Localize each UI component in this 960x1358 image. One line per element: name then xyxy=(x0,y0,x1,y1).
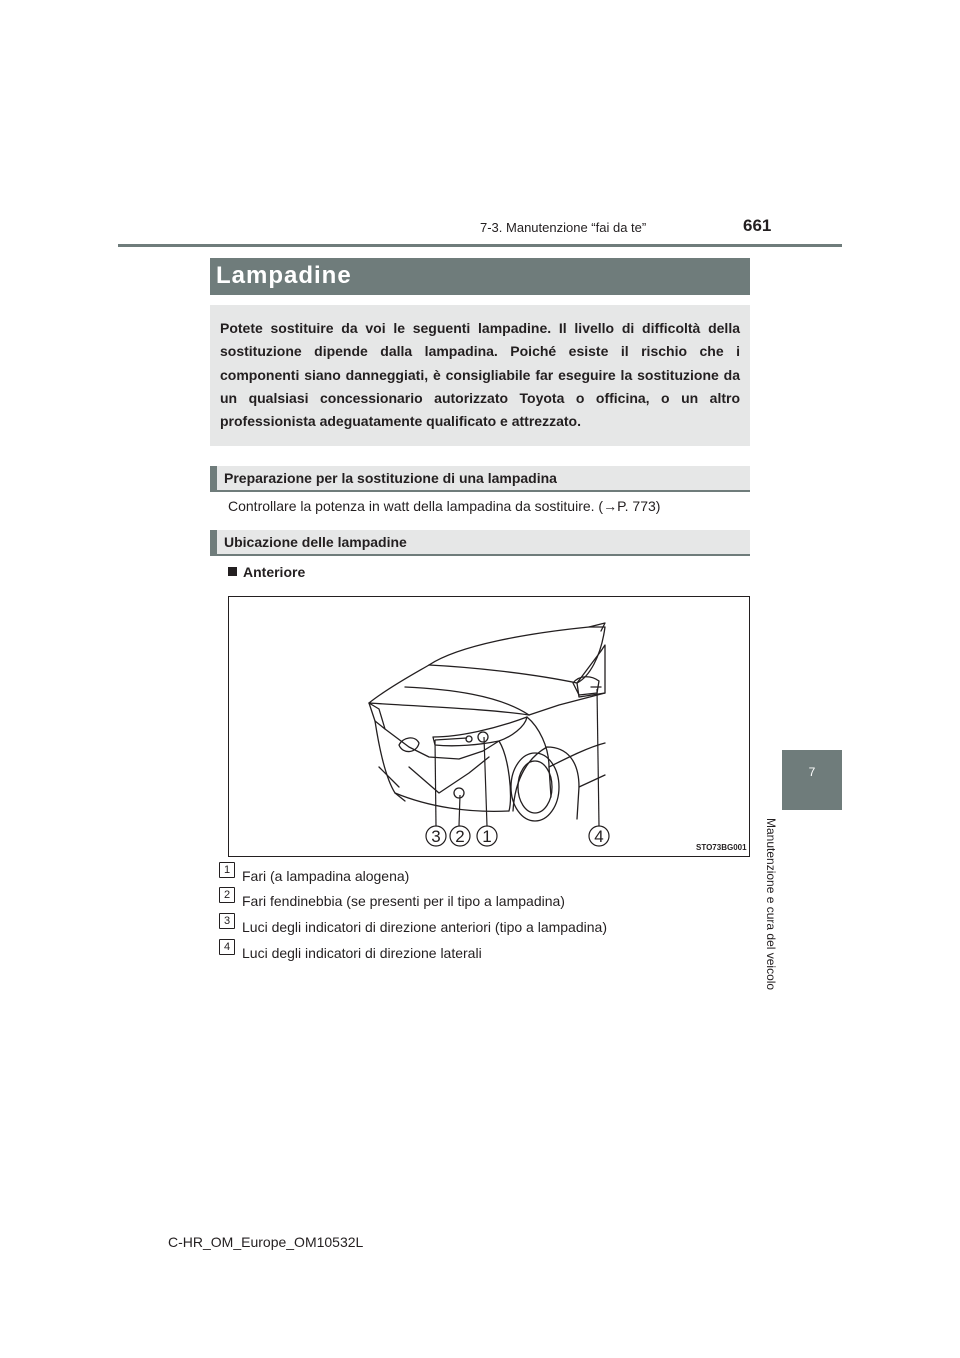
square-bullet-icon xyxy=(228,567,237,576)
page-number: 661 xyxy=(743,216,772,235)
callout-label: 3 xyxy=(431,827,441,846)
running-head: 7-3. Manutenzione “fai da te” xyxy=(480,220,647,235)
legend-number: 2 xyxy=(219,887,235,903)
callout-label: 4 xyxy=(594,827,604,846)
callout-label: 2 xyxy=(455,827,465,846)
legend-number: 4 xyxy=(219,939,235,955)
section-heading-text: Ubicazione delle lampadine xyxy=(224,534,407,550)
figure-code: STO73BG001 xyxy=(696,843,747,852)
legend-text: Luci degli indicatori di direzione laterali xyxy=(242,945,482,961)
page-title: Lampadine xyxy=(216,262,352,289)
chapter-label: Manutenzione e cura del veicolo xyxy=(764,818,778,991)
chapter-tab: 7 xyxy=(782,750,842,810)
legend-number: 3 xyxy=(219,913,235,929)
legend-number: 1 xyxy=(219,862,235,878)
section-heading-preparation xyxy=(210,466,750,492)
subheading-label: Anteriore xyxy=(243,564,306,580)
document-footer: C-HR_OM_Europe_OM10532L xyxy=(168,1234,364,1250)
car-front-illustration xyxy=(228,596,750,857)
legend-text: Fari fendinebbia (se presenti per il tipo a lampadina) xyxy=(242,893,565,909)
car-illustration-svg xyxy=(229,597,749,856)
header-rule xyxy=(118,244,842,247)
section-heading-location xyxy=(210,530,750,556)
preparation-text: Controllare la potenza in watt della lampadina da sostituire. (→P. 773) xyxy=(228,498,661,514)
section-heading-text: Preparazione per la sostituzione di una lampadina xyxy=(224,470,557,486)
subheading-front xyxy=(228,564,305,580)
intro-text: Potete sostituire da voi le seguenti lampadine. Il livello di difficoltà della sostituzione dipende dalla lampadina. Poiché esiste il rischio che i componenti siano danneggiati, è consigliabile far eseguire la sostituzione da un qualsiasi concessionario autorizzato Toyota o officina, o un altro professionista adeguatamente qualificato e attrezzato. xyxy=(220,320,740,430)
intro-box xyxy=(210,305,750,446)
legend-text: Fari (a lampadina alogena) xyxy=(242,868,410,884)
legend-text: Luci degli indicatori di direzione anteriori (tipo a lampadina) xyxy=(242,919,607,935)
callout-label: 1 xyxy=(482,827,492,846)
chapter-label-wrap xyxy=(764,818,824,994)
title-bar xyxy=(210,258,750,295)
